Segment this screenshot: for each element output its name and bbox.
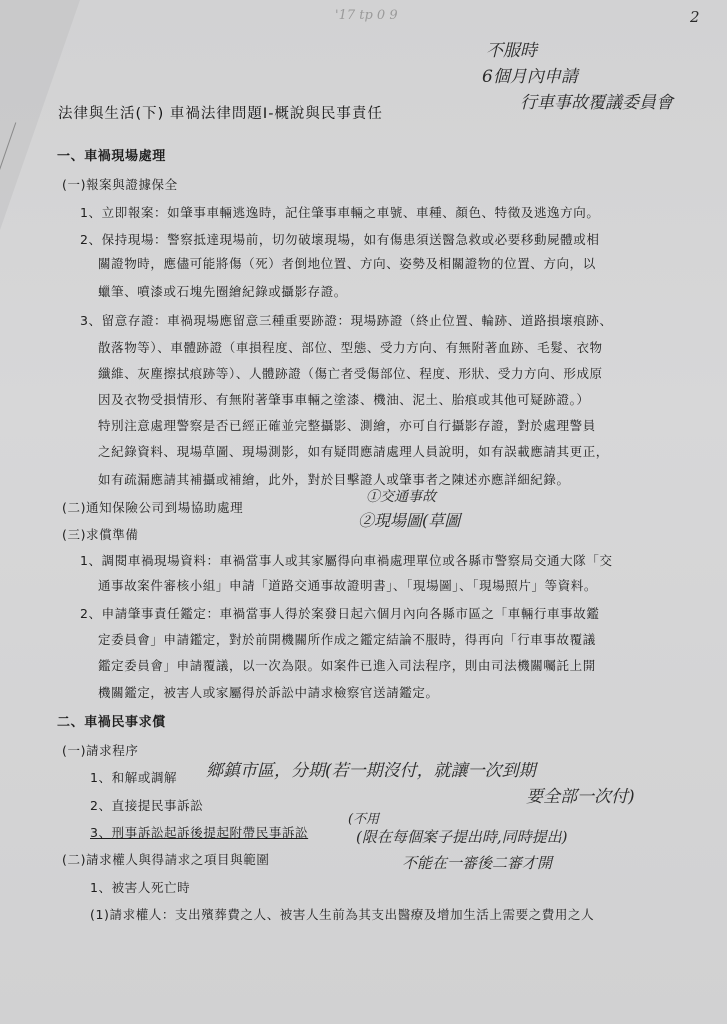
document-title: 法律與生活(下) 車禍法律問題Ⅰ-概說與民事責任 [58,106,383,122]
list-item: 1、和解或調解 [90,770,178,785]
list-item: 2、直接提民事訴訟 [90,798,204,813]
page-number: 2 [690,8,700,26]
paragraph-line: 纖維、灰塵擦拭痕跡等）、人體跡證（傷亡者受傷部位、程度、形狀、受力方向、形成原 [98,366,603,381]
paragraph-line: 通事故案件審核小組」申請「道路交通事故證明書」、「現場圖」、「現場照片」等資料。 [98,578,598,593]
paragraph-line: 2、保持現場：警察抵達現場前，切勿破壞現場，如有傷患須送醫急救或必要移動屍體或相 [80,232,600,247]
handwritten-note-line: (限在每個案子提出時,同時提出) [356,828,568,846]
subsection-heading: (二)通知保險公司到場協助處理 [62,500,244,515]
paragraph-line: 定委員會」申請鑑定，對於前開機關所作成之鑑定結論不服時，得再向「行車事故覆議 [98,632,596,647]
sub-item-heading: 1、被害人死亡時 [90,880,191,895]
section-heading: 一、車禍現場處理 [57,149,166,164]
subsection-heading: (二)請求權人與得請求之項目與範圍 [62,852,270,867]
handwritten-note-line: ①交通事故 [366,489,436,505]
list-item: 3、刑事訴訟起訴後提起附帶民事訴訟 [90,825,309,840]
paragraph-line: 2、申請肇事責任鑑定：車禍當事人得於案發日起六個月內向各縣市區之「車輛行車事故鑑 [80,606,600,621]
paragraph-line: (1)請求權人：支出殯葬費之人、被害人生前為其支出醫療及增加生活上需要之費用之人 [90,907,595,922]
subsection-heading: (三)求償準備 [62,527,139,542]
section-heading: 二、車禍民事求償 [57,715,166,730]
paragraph-line: 散落物等）、車體跡證（車損程度、部位、型態、受力方向、有無附著血跡、毛髮、衣物 [98,340,603,355]
paragraph-line: 蠟筆、噴漆或石塊先圈繪紀錄或攝影存證。 [98,284,347,299]
handwritten-note-line: 鄉鎮市區，分期(若一期沒付，就讓一次到期 [206,761,536,781]
paragraph-line: 1、立即報案：如肇事車輛逃逸時，記住肇事車輛之車號、車種、顏色、特徵及逃逸方向。 [80,205,600,220]
handwritten-note-line: 要全部一次付) [526,787,635,807]
paragraph-line: 鑑定委員會」申請覆議，以一次為限。如案件已進入司法程序，則由司法機關囑託上開 [98,658,596,673]
paragraph-line: 特別注意處理警察是否已經正確並完整攝影、測繪，亦可自行攝影存證，對於處理警員 [98,418,596,433]
paragraph-line: 關證物時，應儘可能將傷（死）者倒地位置、方向、姿勢及相關證物的位置、方向，以 [98,256,596,271]
handwritten-note-line: 不能在一審後二審才開 [402,854,553,872]
paragraph-line: 3、留意存證：車禍現場應留意三種重要跡證：現場跡證（終止位置、輪跡、道路損壞痕跡、 [80,313,613,328]
top-scribble: '17 tp 0 9 [335,8,398,23]
handwritten-note-line: 6個月內申請 [482,67,578,87]
handwritten-note-line: 不服時 [486,41,537,61]
handwritten-note-line: (不用 [348,812,380,827]
subsection-heading: (一)請求程序 [62,743,139,758]
paragraph-line: 之紀錄資料、現場草圖、現場測影，如有疑問應請處理人員說明，如有誤載應請其更正， [98,444,609,459]
handwritten-note-line: 行車事故覆議委員會 [520,93,673,113]
paragraph-line: 因及衣物受損情形、有無附著肇事車輛之塗漆、機油、泥土、胎痕或其他可疑跡證。） [98,392,590,407]
subsection-heading: (一)報案與證據保全 [62,177,178,192]
handwritten-note-line: ②現場圖(草圖 [358,511,461,530]
paragraph-line: 如有疏漏應請其補攝或補繪，此外，對於目擊證人或肇事者之陳述亦應詳細紀錄。 [98,472,570,487]
paragraph-line: 1、調閱車禍現場資料：車禍當事人或其家屬得向車禍處理單位或各縣市警察局交通大隊「交 [80,553,613,568]
paragraph-line: 機關鑑定，被害人或家屬得於訴訟中請求檢察官送請鑑定。 [98,685,439,700]
